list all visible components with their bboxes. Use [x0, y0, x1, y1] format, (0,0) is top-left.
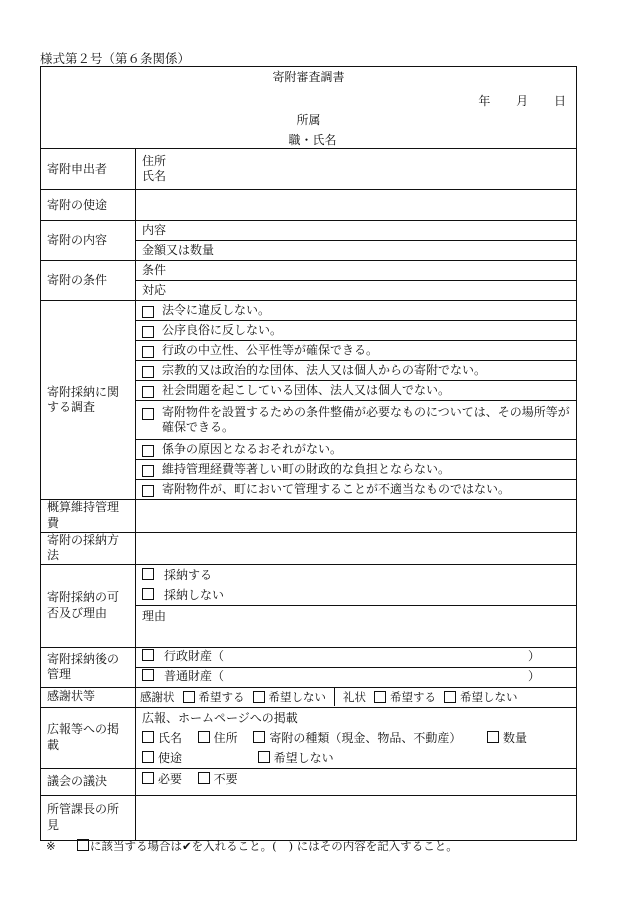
content-item-field[interactable] [136, 221, 577, 241]
review-item-text: 宗教的又は政治的な団体、法人又は個人からの寄附でない。 [162, 363, 487, 378]
form-header [41, 67, 577, 149]
checkbox[interactable] [253, 731, 265, 743]
review-item-text: 社会問題を起こしている団体、法人又は個人でない。 [162, 383, 451, 398]
checkbox[interactable] [142, 346, 154, 358]
checkbox[interactable] [487, 731, 499, 743]
review-item[interactable] [136, 341, 577, 361]
date-day: 日 [554, 93, 567, 108]
reason-field[interactable] [136, 605, 577, 647]
maintenance-cost-field[interactable] [136, 500, 577, 532]
checkbox[interactable] [198, 731, 210, 743]
checkbox[interactable] [142, 731, 154, 743]
close-paren: ） [528, 649, 541, 664]
footnote [46, 838, 458, 854]
review-item[interactable] [136, 480, 577, 500]
note-mark: ※ [46, 839, 56, 853]
applicant-label: 寄附申出者 [41, 149, 136, 190]
council-options[interactable] [136, 768, 577, 795]
publicity-address-label: 住所 [213, 730, 238, 745]
checkbox[interactable] [142, 408, 154, 420]
review-item-text: 法令に違反しない。 [162, 303, 271, 318]
publicity-use-label: 使途 [158, 750, 183, 765]
review-item[interactable] [136, 381, 577, 401]
content-label: 寄附の内容 [41, 221, 136, 261]
admin-property-field[interactable] [136, 647, 577, 667]
admin-property-label: 行政財産（ [164, 649, 225, 664]
publicity-not-want-label: 希望しない [273, 750, 334, 765]
letter-want-label: 希望する [390, 689, 436, 704]
conditions-item-label: 条件 [142, 263, 167, 278]
checkbox[interactable] [444, 691, 456, 703]
checkbox[interactable] [142, 568, 154, 580]
publicity-options[interactable] [136, 707, 577, 768]
checkbox[interactable] [142, 306, 154, 318]
thanks-label: 感謝状等 [41, 687, 136, 707]
response-item-label: 対応 [142, 283, 167, 298]
checkbox[interactable] [142, 485, 154, 497]
letter-not-want-label: 希望しない [460, 689, 518, 704]
checkbox[interactable] [142, 751, 154, 763]
conditions-field[interactable] [136, 261, 577, 281]
checkbox[interactable] [142, 326, 154, 338]
purpose-label: 寄附の使途 [41, 190, 136, 221]
affiliation-label: 所属 [296, 113, 321, 128]
applicant-name-label: 氏名 [142, 169, 167, 184]
after-management-label: 寄附採納後の管理 [41, 647, 136, 687]
content-amount-field[interactable] [136, 241, 577, 261]
checkbox-symbol [77, 839, 89, 851]
purpose-field[interactable] [136, 190, 577, 221]
checkbox[interactable] [142, 588, 154, 600]
review-item[interactable] [136, 401, 577, 440]
checkbox[interactable] [142, 465, 154, 477]
review-item-text: 行政の中立性、公平性等が確保できる。 [162, 343, 379, 358]
thanks-options[interactable] [136, 687, 577, 707]
publicity-label: 広報等への掲載 [41, 707, 136, 768]
review-item[interactable] [136, 361, 577, 381]
note-text-c: ) にはその内容を記入すること。 [288, 839, 458, 853]
certificate-not-want-label: 希望しない [268, 689, 326, 704]
general-property-label: 普通財産（ [164, 669, 225, 684]
dept-head-field[interactable] [136, 795, 577, 840]
review-item[interactable] [136, 301, 577, 321]
review-label: 寄附採納に関する調査 [41, 301, 136, 500]
dept-head-label: 所管課長の所見 [41, 795, 136, 840]
checkbox[interactable] [374, 691, 386, 703]
publicity-kind-label: 寄附の種類（現金、物品、不動産） [269, 730, 462, 745]
checkbox[interactable] [142, 772, 154, 784]
checkbox[interactable] [198, 772, 210, 784]
letter-label: 礼状 [343, 689, 366, 704]
certificate-label: 感謝状 [140, 689, 175, 704]
note-text-b: を入れること。( [191, 839, 277, 853]
checkbox[interactable] [258, 751, 270, 763]
certificate-want-label: 希望する [198, 689, 245, 704]
publicity-name-label: 氏名 [158, 730, 183, 745]
review-item-text: 寄附物件を設置するための条件整備が必要なものについては、その場所等が確保できる。 [162, 404, 570, 435]
donation-review-form [40, 66, 577, 841]
maintenance-cost-label: 概算維持管理費 [41, 500, 136, 532]
checkbox[interactable] [142, 386, 154, 398]
council-label: 議会の議決 [41, 768, 136, 795]
date-month: 月 [516, 93, 529, 108]
general-property-field[interactable] [136, 667, 577, 687]
acceptance-label: 寄附採納の可否及び理由 [41, 564, 136, 647]
form-title: 寄附審査調書 [272, 70, 345, 84]
council-required-label: 必要 [158, 771, 183, 786]
checkbox[interactable] [183, 691, 195, 703]
applicant-cell[interactable] [136, 149, 577, 190]
date-year: 年 [478, 93, 491, 108]
adoption-method-field[interactable] [136, 532, 577, 564]
review-item-text: 維持管理経費等著しい町の財政的な負担とならない。 [162, 462, 451, 477]
form-number-label: 様式第２号（第６条関係） [40, 51, 191, 66]
review-item-text: 係争の原因となるおそれがない。 [162, 442, 343, 457]
accept-option-label: 採納する [164, 567, 213, 582]
check-mark-icon: ✔ [181, 839, 192, 853]
checkbox[interactable] [142, 669, 154, 681]
reject-option-label: 採納しない [164, 587, 225, 602]
reason-label: 理由 [142, 608, 167, 623]
divider [334, 688, 335, 706]
publicity-quantity-label: 数量 [503, 730, 528, 745]
applicant-address-label: 住所 [142, 153, 167, 168]
acceptance-options[interactable] [136, 564, 577, 605]
review-item-text: 寄附物件が、町において管理することが不適当なものではない。 [162, 482, 511, 497]
checkbox[interactable] [253, 691, 265, 703]
publicity-header: 広報、ホームページへの掲載 [142, 710, 298, 725]
review-item[interactable] [136, 460, 577, 480]
review-item-text: 公序良俗に反しない。 [162, 323, 283, 338]
checkbox[interactable] [142, 366, 154, 378]
adoption-method-label: 寄附の採納方法 [41, 532, 136, 564]
review-item[interactable] [136, 440, 577, 460]
close-paren: ） [528, 669, 541, 684]
checkbox[interactable] [142, 649, 154, 661]
position-name-label: 職・氏名 [288, 132, 337, 147]
date-line [47, 94, 570, 110]
review-item[interactable] [136, 321, 577, 341]
note-text-a: に該当する場合は [89, 839, 182, 853]
checkbox[interactable] [142, 445, 154, 457]
response-field[interactable] [136, 281, 577, 301]
content-amount-label: 金額又は数量 [142, 243, 215, 258]
content-item-label: 内容 [142, 223, 167, 238]
council-not-required-label: 不要 [213, 771, 238, 786]
conditions-label: 寄附の条件 [41, 261, 136, 301]
